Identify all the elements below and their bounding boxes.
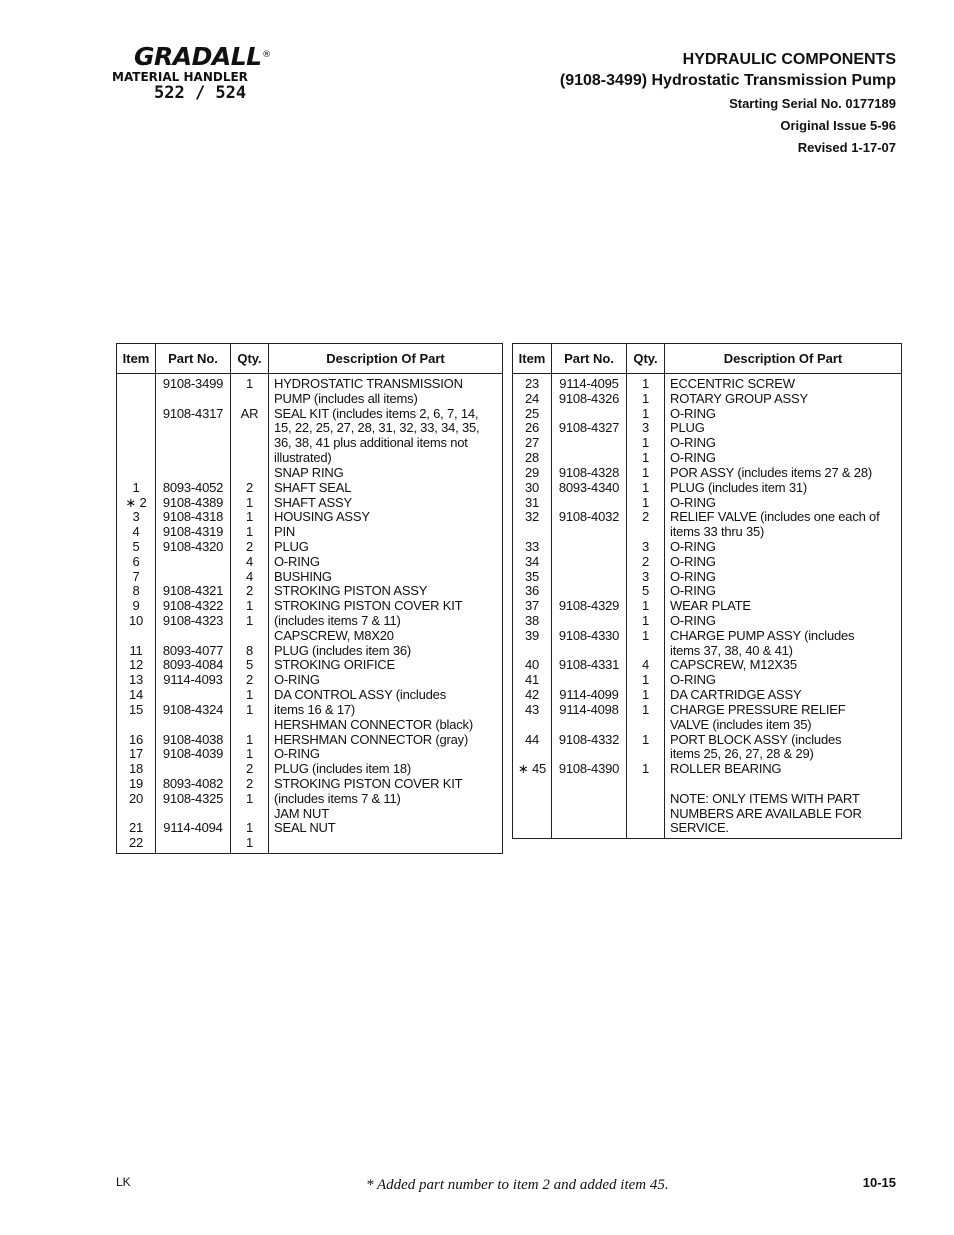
table-cell: 2	[641, 509, 650, 525]
table-cell: 1	[641, 672, 650, 688]
table-cell: ∗ 2	[125, 494, 147, 510]
table-cell: PLUG (includes item 36)	[274, 642, 412, 658]
table-cell: 28	[524, 450, 540, 466]
table-cell: 1	[641, 701, 650, 717]
table-cell: STROKING PISTON COVER KIT	[274, 598, 463, 614]
table-cell: 8093-4077	[162, 642, 224, 658]
table-cell: 23	[524, 376, 540, 391]
table-cell: items 16 & 17)	[274, 701, 356, 717]
table-cell: 4	[641, 657, 650, 673]
qty-column	[627, 374, 665, 838]
table-cell: DA CONTROL ASSY (includes	[274, 687, 447, 703]
table-cell	[552, 673, 626, 688]
table-cell: DA CARTRIDGE ASSY	[670, 687, 802, 703]
table-cell: 9108-4332	[558, 731, 620, 747]
table-cell	[117, 421, 155, 436]
table-body	[513, 374, 901, 838]
table-cell: O-RING	[274, 553, 320, 569]
table-cell: 4	[132, 524, 140, 540]
table-cell: 15, 22, 25, 27, 28, 31, 32, 33, 34, 35,	[274, 420, 480, 436]
table-cell	[117, 451, 155, 466]
table-cell: BUSHING	[274, 568, 332, 584]
parts-table-right	[512, 343, 902, 839]
table-cell	[156, 718, 230, 733]
table-cell	[670, 777, 901, 792]
table-cell: O-RING	[670, 405, 716, 421]
table-cell	[513, 747, 551, 762]
table-cell: 1	[132, 479, 140, 495]
table-cell: 1	[245, 687, 254, 703]
table-cell: 1	[641, 731, 650, 747]
table-cell	[117, 718, 155, 733]
table-cell: CHARGE PRESSURE RELIEF	[670, 701, 846, 717]
table-cell: HERSHMAN CONNECTOR (black)	[274, 716, 473, 732]
table-cell: O-RING	[670, 583, 716, 599]
table-cell: 43	[524, 701, 540, 717]
table-cell: items 25, 26, 27, 28 & 29)	[670, 746, 814, 762]
table-cell: O-RING	[670, 672, 716, 688]
table-cell: 9108-4038	[162, 731, 224, 747]
serial-number: Starting Serial No. 0177189	[729, 96, 896, 111]
table-body	[117, 374, 502, 853]
table-cell: 9108-4325	[162, 790, 224, 806]
header-description: Description Of Part	[723, 351, 843, 366]
table-cell: SERVICE.	[670, 820, 729, 836]
table-cell: 9114-4093	[163, 672, 223, 688]
header-item: Item	[513, 344, 552, 373]
table-cell	[156, 836, 230, 851]
table-cell: ROTARY GROUP ASSY	[670, 390, 808, 406]
table-cell	[231, 807, 268, 822]
logo-brand	[134, 42, 271, 71]
table-cell: 1	[245, 820, 254, 836]
footer-initials: LK	[116, 1175, 131, 1189]
table-cell	[552, 496, 626, 511]
table-cell: 1	[641, 687, 650, 703]
table-cell: 25	[524, 405, 540, 421]
table-cell: O-RING	[670, 450, 716, 466]
table-cell: 26	[524, 420, 540, 436]
table-header	[117, 344, 502, 374]
table-cell: 9108-4389	[162, 494, 224, 510]
table-cell: 1	[641, 450, 650, 466]
table-cell: CHARGE PUMP ASSY (includes	[670, 627, 855, 643]
table-cell: 42	[524, 687, 540, 703]
table-cell	[552, 614, 626, 629]
table-cell: 1	[641, 376, 650, 391]
header-qty: Qty.	[231, 344, 269, 373]
table-cell: JAM NUT	[274, 805, 329, 821]
description-column	[269, 374, 502, 853]
table-cell: PIN	[274, 524, 296, 540]
table-cell: 36	[524, 583, 540, 599]
table-cell: NUMBERS ARE AVAILABLE FOR	[670, 805, 862, 821]
table-cell: 41	[524, 672, 540, 688]
table-cell: illustrated)	[274, 450, 332, 466]
table-cell	[552, 436, 626, 451]
table-cell: STROKING PISTON COVER KIT	[274, 775, 463, 791]
table-cell: O-RING	[670, 553, 716, 569]
table-cell: 5	[641, 583, 650, 599]
table-cell	[156, 570, 230, 585]
item-column	[117, 374, 156, 853]
table-cell: 1	[245, 598, 254, 614]
table-cell: 9108-4320	[162, 538, 224, 554]
table-cell	[627, 644, 664, 659]
table-cell: STROKING ORIFICE	[274, 657, 396, 673]
table-cell	[156, 629, 230, 644]
table-cell: 9108-4330	[558, 627, 620, 643]
page-number: 10-15	[862, 1175, 896, 1190]
table-cell: 37	[524, 598, 540, 614]
table-cell: 3	[641, 568, 650, 584]
table-cell: 20	[128, 790, 144, 806]
table-cell: STROKING PISTON ASSY	[274, 583, 428, 599]
table-cell	[156, 688, 230, 703]
table-cell	[513, 718, 551, 733]
table-cell	[552, 525, 626, 540]
table-cell: 29	[524, 464, 540, 480]
table-cell: O-RING	[670, 613, 716, 628]
table-cell: 44	[524, 731, 540, 747]
header-part-no: Part No.	[552, 344, 627, 373]
table-cell: 9108-4328	[558, 464, 620, 480]
table-cell	[627, 718, 664, 733]
table-cell: 9	[132, 598, 140, 614]
table-cell	[231, 436, 268, 451]
table-cell: 19	[128, 775, 144, 791]
table-cell	[552, 540, 626, 555]
page-subtitle: (9108-3499) Hydrostatic Transmission Pump	[559, 72, 896, 89]
table-cell: 18	[128, 761, 144, 777]
table-cell	[552, 451, 626, 466]
table-cell	[552, 407, 626, 422]
table-cell: 1	[641, 479, 650, 495]
table-cell: 31	[524, 494, 540, 510]
table-cell: 38	[524, 613, 540, 628]
table-cell	[513, 525, 551, 540]
table-cell	[552, 718, 626, 733]
table-cell	[117, 377, 155, 392]
table-header	[513, 344, 901, 374]
table-cell: HERSHMAN CONNECTOR (gray)	[274, 731, 469, 747]
description-column	[665, 374, 901, 838]
revised-date: Revised 1-17-07	[797, 140, 896, 155]
table-cell: HOUSING ASSY	[274, 509, 370, 525]
table-cell: 1	[245, 701, 254, 717]
table-cell: 1	[641, 390, 650, 406]
table-cell: 2	[245, 538, 254, 554]
table-cell: PLUG (includes item 31)	[670, 479, 808, 495]
table-cell: items 33 thru 35)	[670, 524, 765, 540]
table-cell: O-RING	[274, 746, 320, 762]
table-cell	[156, 762, 230, 777]
table-cell: 9108-4317	[162, 405, 224, 421]
parts-table-left	[116, 343, 503, 854]
header-part-no: Part No.	[156, 344, 231, 373]
table-cell: 30	[524, 479, 540, 495]
table-cell: 13	[128, 672, 144, 688]
header-qty: Qty.	[627, 344, 665, 373]
table-cell	[156, 421, 230, 436]
table-cell: 9108-4321	[162, 583, 224, 599]
table-cell	[156, 392, 230, 407]
logo-subtitle: MATERIAL HANDLER	[112, 70, 248, 84]
table-cell: 5	[245, 657, 254, 673]
table-cell: 2	[245, 479, 254, 495]
table-cell: 1	[641, 598, 650, 614]
table-cell: HYDROSTATIC TRANSMISSION	[274, 376, 463, 391]
table-cell: 39	[524, 627, 540, 643]
original-issue: Original Issue 5-96	[780, 118, 896, 133]
table-cell: POR ASSY (includes items 27 & 28)	[670, 464, 872, 480]
table-cell: RELIEF VALVE (includes one each of	[670, 509, 880, 525]
table-cell: 9108-4329	[558, 598, 620, 614]
table-cell	[627, 525, 664, 540]
table-cell	[552, 584, 626, 599]
part-no-column	[552, 374, 627, 838]
table-cell: 9108-4390	[558, 761, 620, 777]
table-cell: 16	[128, 731, 144, 747]
table-cell: 9108-4322	[162, 598, 224, 614]
table-cell: 7	[132, 568, 140, 584]
qty-column	[231, 374, 269, 853]
table-cell	[117, 407, 155, 422]
table-cell	[513, 644, 551, 659]
table-cell: 6	[132, 553, 140, 569]
page-title: HYDRAULIC COMPONENTS	[682, 51, 896, 68]
table-cell: 15	[128, 701, 144, 717]
table-cell: 3	[641, 420, 650, 436]
table-cell: 1	[245, 835, 254, 851]
table-cell: 1	[641, 435, 650, 451]
gradall-logo	[112, 44, 282, 102]
header-description: Description Of Part	[326, 351, 445, 366]
table-cell: 1	[245, 509, 254, 525]
table-cell: 27	[524, 435, 540, 451]
table-cell: 36, 38, 41 plus additional items not	[274, 435, 468, 451]
table-cell	[231, 629, 268, 644]
table-cell: 1	[245, 494, 254, 510]
table-cell: AR	[240, 405, 259, 421]
table-cell: O-RING	[274, 672, 320, 688]
table-cell: 8093-4082	[162, 775, 224, 791]
header-item: Item	[117, 344, 156, 373]
table-cell: 21	[128, 820, 144, 836]
table-cell: 11	[129, 642, 143, 658]
table-cell	[117, 807, 155, 822]
table-cell: 1	[641, 761, 650, 777]
table-cell	[231, 451, 268, 466]
table-cell	[552, 555, 626, 570]
logo-registered-mark: ®	[262, 50, 271, 60]
table-cell: 8	[245, 642, 254, 658]
table-cell: 4	[245, 553, 254, 569]
item-column	[513, 374, 552, 838]
table-cell: 2	[245, 672, 254, 688]
logo-model: 522 / 524	[154, 83, 247, 103]
table-cell: 9108-4039	[162, 746, 224, 762]
table-cell: 3	[641, 538, 650, 554]
table-cell: 35	[524, 568, 540, 584]
table-cell	[552, 747, 626, 762]
table-cell	[156, 436, 230, 451]
table-cell: 33	[524, 538, 540, 554]
table-cell: 1	[245, 746, 254, 762]
table-cell: WEAR PLATE	[670, 598, 751, 614]
table-cell: ∗ 45	[517, 761, 547, 777]
table-cell: SEAL KIT (includes items 2, 6, 7, 14,	[274, 405, 479, 421]
table-cell: 1	[641, 627, 650, 643]
table-cell: items 37, 38, 40 & 41)	[670, 642, 793, 658]
table-cell	[552, 644, 626, 659]
table-cell: 1	[245, 731, 254, 747]
table-cell: 8093-4084	[162, 657, 224, 673]
table-cell: 9108-4326	[558, 390, 620, 406]
table-cell: 9114-4095	[559, 376, 619, 391]
table-cell: 1	[641, 464, 650, 480]
table-cell: VALVE (includes item 35)	[670, 716, 812, 732]
table-cell: 1	[245, 524, 254, 540]
table-cell: 2	[245, 775, 254, 791]
table-cell: SNAP RING	[274, 464, 344, 480]
table-cell: CAPSCREW, M12X35	[670, 657, 797, 673]
table-cell	[552, 570, 626, 585]
table-cell: CAPSCREW, M8X20	[274, 627, 394, 643]
table-cell: 8093-4052	[162, 479, 224, 495]
table-cell: 9108-4331	[558, 657, 620, 673]
table-cell: PLUG	[274, 538, 309, 554]
table-cell: 2	[245, 761, 254, 777]
table-cell: 2	[245, 583, 254, 599]
table-cell: ROLLER BEARING	[670, 761, 782, 777]
table-cell: 9108-4318	[162, 509, 224, 525]
table-cell: 9114-4099	[559, 687, 619, 703]
table-cell: 14	[128, 687, 144, 703]
table-cell: 10	[128, 613, 144, 628]
table-cell: 12	[128, 657, 144, 673]
table-cell	[117, 629, 155, 644]
table-cell: ECCENTRIC SCREW	[670, 376, 795, 391]
table-cell: 5	[132, 538, 140, 554]
part-no-column	[156, 374, 231, 853]
table-cell: PUMP (includes all items)	[274, 390, 418, 406]
table-cell: O-RING	[670, 538, 716, 554]
table-cell: PLUG (includes item 18)	[274, 761, 412, 777]
table-cell: (includes items 7 & 11)	[274, 613, 401, 628]
table-cell: 9114-4094	[163, 820, 223, 836]
table-cell: 9108-3499	[162, 376, 224, 391]
table-cell	[117, 436, 155, 451]
table-cell: O-RING	[670, 435, 716, 451]
table-cell: 22	[128, 835, 144, 851]
table-cell: 9108-4319	[162, 524, 224, 540]
table-cell: 2	[641, 553, 650, 569]
table-cell: PORT BLOCK ASSY (includes	[670, 731, 842, 747]
table-cell: 1	[245, 613, 254, 628]
table-cell: 3	[132, 509, 140, 525]
table-cell: NOTE: ONLY ITEMS WITH PART	[670, 790, 860, 806]
table-cell	[156, 807, 230, 822]
table-cell: SEAL NUT	[274, 820, 336, 836]
table-cell	[156, 451, 230, 466]
table-cell: 8093-4340	[558, 479, 620, 495]
table-cell: SHAFT ASSY	[274, 494, 352, 510]
table-cell	[117, 392, 155, 407]
table-cell: 1	[245, 790, 254, 806]
table-cell: 17	[128, 746, 144, 762]
logo-brand-text: GRADALL	[134, 42, 262, 71]
table-cell: 1	[641, 405, 650, 421]
table-cell: 1	[245, 376, 254, 391]
table-cell: 9114-4098	[559, 701, 619, 717]
table-cell: 40	[524, 657, 540, 673]
table-cell: 9108-4327	[558, 420, 620, 436]
table-cell: PLUG	[670, 420, 705, 436]
table-cell: 9108-4323	[162, 613, 224, 628]
table-cell	[156, 555, 230, 570]
table-cell: 34	[524, 553, 540, 569]
table-cell: O-RING	[670, 568, 716, 584]
table-cell	[231, 421, 268, 436]
table-cell	[627, 747, 664, 762]
table-cell	[156, 466, 230, 481]
table-cell: O-RING	[670, 494, 716, 510]
table-cell: 9108-4032	[558, 509, 620, 525]
table-cell: (includes items 7 & 11)	[274, 790, 401, 806]
table-cell: SHAFT SEAL	[274, 479, 352, 495]
page-header	[560, 49, 896, 159]
table-cell: 8	[132, 583, 140, 599]
table-cell	[231, 392, 268, 407]
table-cell: 1	[641, 613, 650, 628]
table-cell	[117, 466, 155, 481]
table-cell	[231, 718, 268, 733]
table-cell: 24	[524, 390, 540, 406]
table-cell	[231, 466, 268, 481]
table-cell: 32	[524, 509, 540, 525]
footer-revision-note: * Added part number to item 2 and added item 45.	[366, 1177, 669, 1193]
table-cell: 4	[245, 568, 254, 584]
table-cell: 9108-4324	[162, 701, 224, 717]
table-cell: 1	[641, 494, 650, 510]
